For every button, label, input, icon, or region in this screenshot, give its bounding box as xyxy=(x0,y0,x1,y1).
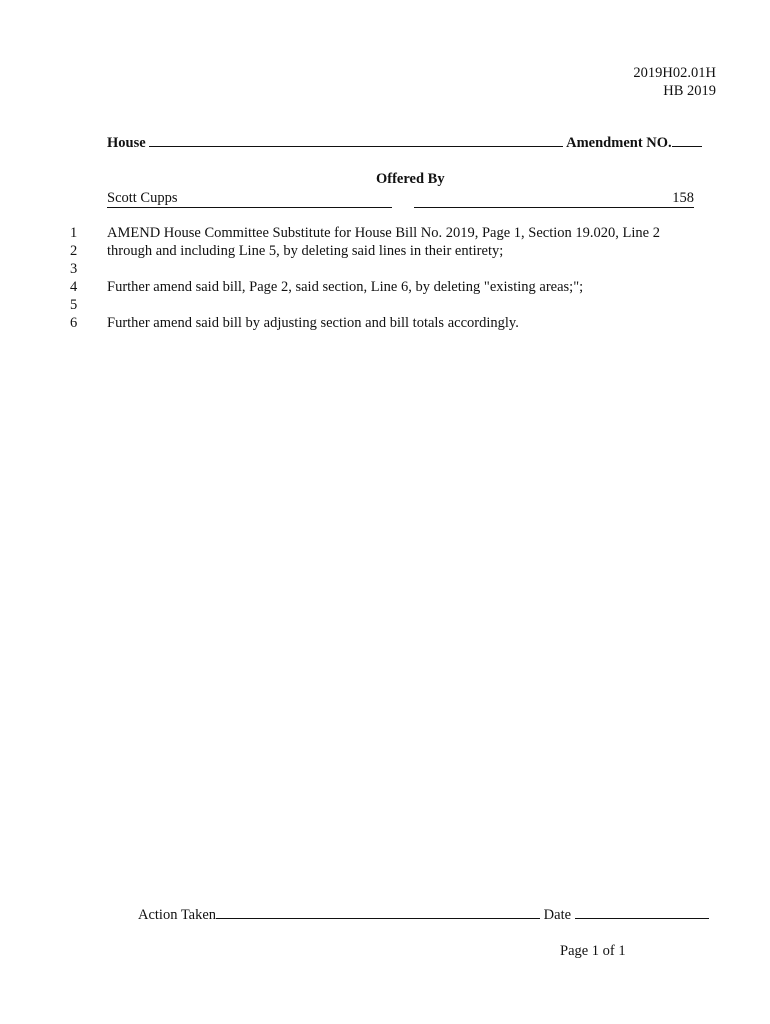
document-id: 2019H02.01H xyxy=(633,65,716,81)
action-taken-line xyxy=(138,907,709,924)
chamber-label: House xyxy=(107,135,146,151)
body-line: through and including Line 5, by deleting said lines in their entirety; xyxy=(107,243,504,259)
amendment-line xyxy=(107,135,702,152)
chamber-blank xyxy=(149,146,563,147)
line-number: 2 xyxy=(70,243,78,259)
bill-number: HB 2019 xyxy=(663,83,716,99)
body-line: Further amend said bill by adjusting section and bill totals accordingly. xyxy=(107,315,519,331)
action-taken-label: Action Taken xyxy=(138,907,217,923)
line-number: 1 xyxy=(70,225,78,241)
amendment-number-label: Amendment NO. xyxy=(566,135,672,151)
offered-by-label: Offered By xyxy=(376,171,445,187)
member-name-field xyxy=(107,190,392,208)
line-number: 3 xyxy=(70,261,78,277)
member-name: Scott Cupps xyxy=(107,190,178,206)
line-number: 6 xyxy=(70,315,78,331)
action-taken-blank xyxy=(216,918,540,919)
line-number: 4 xyxy=(70,279,78,295)
date-label: Date xyxy=(543,907,572,923)
district-field xyxy=(414,190,694,208)
document-header xyxy=(633,64,716,100)
line-number: 5 xyxy=(70,297,78,313)
body-line: Further amend said bill, Page 2, said section, Line 6, by deleting "existing areas;"; xyxy=(107,279,584,295)
district-number: 158 xyxy=(672,190,694,206)
date-blank xyxy=(575,918,709,919)
page-number: Page 1 of 1 xyxy=(560,943,626,959)
amendment-number-blank xyxy=(672,146,702,147)
body-line: AMEND House Committee Substitute for House Bill No. 2019, Page 1, Section 19.020, Line 2 xyxy=(107,225,660,241)
